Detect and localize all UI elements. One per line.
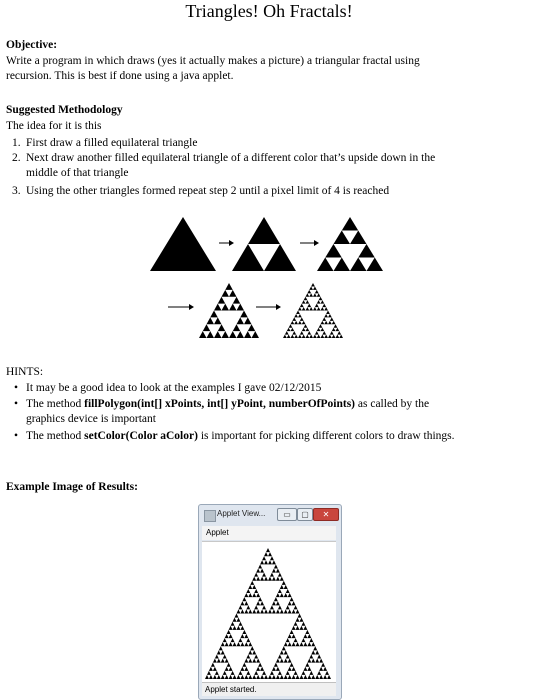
methodology-intro: The idea for it is this — [6, 120, 102, 132]
arrow-icon — [276, 304, 281, 310]
sierpinski-triangles — [205, 548, 331, 679]
step-number: 3. — [12, 185, 21, 197]
methodology-heading: Suggested Methodology — [6, 104, 123, 116]
hint-text-pre: The method — [26, 398, 85, 410]
step-text: Using the other triangles formed repeat step 2 until a pixel limit of 4 is reached — [26, 185, 390, 197]
hint-code: setColor(Color aColor) — [84, 430, 198, 442]
step-text: middle of that triangle — [26, 167, 129, 179]
window-title: Applet View... — [217, 509, 266, 518]
bullet-icon: • — [14, 430, 19, 442]
bullet-icon: • — [14, 398, 19, 410]
bullet-icon: • — [14, 382, 19, 394]
example-heading: Example Image of Results: — [6, 481, 138, 493]
arrow-icon — [229, 240, 234, 246]
step-number: 1. — [12, 137, 21, 149]
step-number: 2. — [12, 152, 21, 164]
filled-triangle — [150, 217, 216, 271]
hint-text-post: as called by the — [355, 398, 430, 410]
step-text: Next draw another filled equilateral triangle of a different color that’s upside down in the — [26, 152, 436, 164]
minimize-button[interactable]: ▭ — [277, 508, 297, 521]
fractal-triangles — [150, 217, 383, 338]
hint-text-post: is important for picking different colors to draw things. — [197, 430, 455, 442]
objective-line-1: Write a program in which draws (yes it actually makes a picture) a triangular fractal using — [6, 55, 420, 67]
hints-heading: HINTS: — [6, 366, 44, 378]
hint-text: It may be a good idea to look at the examples I gave 02/12/2015 — [26, 382, 322, 394]
hint-text — [26, 397, 522, 412]
step-text: First draw a filled equilateral triangle — [26, 137, 198, 149]
hint-code: fillPolygon(int[] xPoints, int[] yPoint, numberOfPoints) — [84, 398, 356, 410]
page-title: Triangles! Oh Fractals! — [185, 1, 353, 21]
applet-window-icon — [204, 510, 216, 522]
applet-canvas — [202, 541, 336, 682]
status-bar: Applet started. — [202, 682, 336, 696]
window-title-bar[interactable] — [199, 505, 341, 525]
arrow-icon — [189, 304, 194, 310]
arrow-icon — [314, 240, 319, 246]
close-button[interactable]: ✕ — [313, 508, 339, 521]
hint-text — [26, 429, 522, 444]
hint-text: graphics device is important — [26, 413, 156, 425]
objective-line-2: recursion. This is best if done using a java applet. — [6, 70, 234, 82]
objective-heading: Objective: — [6, 39, 58, 51]
applet-menu[interactable]: Applet — [202, 526, 336, 540]
applet-viewer-window — [198, 504, 342, 700]
maximize-button[interactable]: ▢ — [297, 508, 313, 521]
hint-text-pre: The method — [26, 430, 85, 442]
sierpinski-result — [202, 542, 336, 682]
